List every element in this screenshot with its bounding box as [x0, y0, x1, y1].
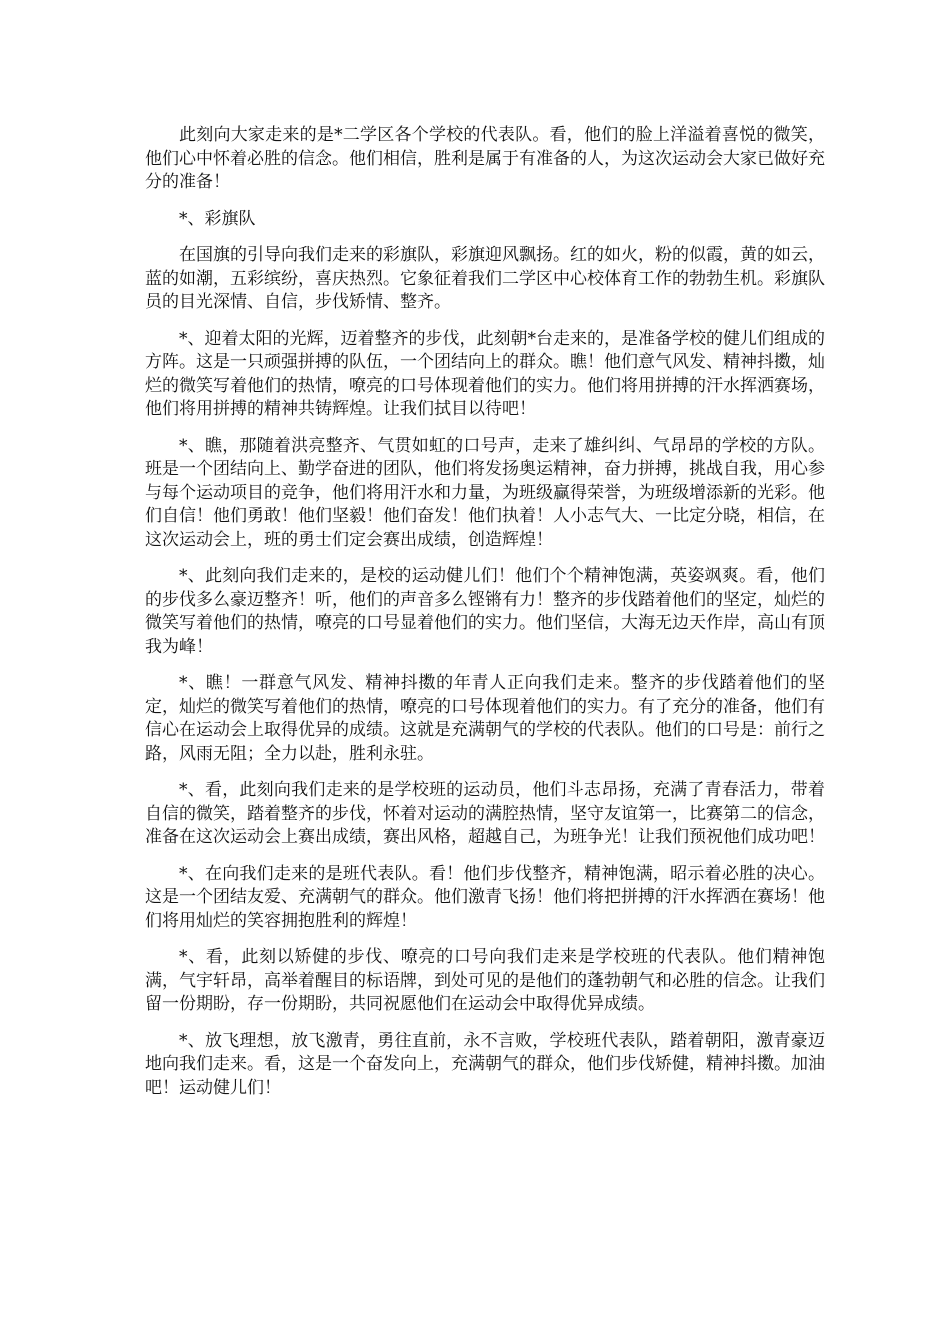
paragraph-team-8: *、放飞理想，放飞激青，勇往直前，永不言败，学校班代表队，踏着朝阳，激青豪迈地向我们走来。看，这是一个奋发向上，充满朝气的群众，他们步伐矫健，精神抖擞。加油吧！运动健儿们！ — [145, 1030, 825, 1098]
paragraph-team-6: *、在向我们走来的是班代表队。看！他们步伐整齐，精神饱满，昭示着必胜的决心。这是一个团结友爱、充满朝气的群众。他们激青飞扬！他们将把拼搏的汗水挥洒在赛场！他们将用灿烂的笑容拥抱胜利的辉煌！ — [145, 863, 825, 931]
document-body — [145, 124, 825, 1113]
paragraph-flag-team: 在国旗的引导向我们走来的彩旗队，彩旗迎风飘扬。红的如火，粉的似霞，黄的如云，蓝的如潮，五彩缤纷，喜庆热烈。它象征着我们二学区中心校体育工作的勃勃生机。彩旗队员的目光深情、自信，步伐矫情、整齐。 — [145, 245, 825, 312]
paragraph-team-5: *、看，此刻向我们走来的是学校班的运动员，他们斗志昂扬，充满了青春活力，带着自信的微笑，踏着整齐的步伐，怀着对运动的满腔热情，坚守友谊第一，比赛第二的信念，准备在这次运动会上赛出成绩，赛出风格，超越自己，为班争光！让我们预祝他们成功吧！ — [145, 780, 825, 847]
paragraph-intro: 此刻向大家走来的是*二学区各个学校的代表队。看，他们的脸上洋溢着喜悦的微笑，他们心中怀着必胜的信念。他们相信，胜利是属于有准备的人，为这次运动会大家已做好充分的准备！ — [145, 125, 825, 192]
paragraph-team-4: *、瞧！一群意气风发、精神抖擞的年青人正向我们走来。整齐的步伐踏着他们的坚定，灿烂的微笑写着他们的热情，嘹亮的口号体现着他们的实力。有了充分的准备，他们有信心在运动会上取得优异的成绩。这就是充满朝气的学校的代表队。他们的口号是：前行之路，风雨无阻；全力以赴，胜利永驻。 — [145, 673, 825, 764]
paragraph-team-1: *、迎着太阳的光辉，迈着整齐的步伐，此刻朝*台走来的，是准备学校的健儿们组成的方阵。这是一只顽强拼搏的队伍，一个团结向上的群众。瞧！他们意气风发、精神抖擞，灿烂的微笑写着他们的热情，嘹亮的口号体现着他们的实力。他们将用拼搏的汗水挥洒赛场，他们将用拼搏的精神共铸辉煌。让我们拭目以待吧！ — [145, 328, 825, 419]
paragraph-team-7: *、看，此刻以矫健的步伐、嘹亮的口号向我们走来是学校班的代表队。他们精神饱满，气宇轩昂，高举着醒目的标语牌，到处可见的是他们的蓬勃朝气和必胜的信念。让我们留一份期盼，存一份期盼，共同祝愿他们在运动会中取得优异成绩。 — [145, 947, 825, 1014]
paragraph-team-2: *、瞧，那随着洪亮整齐、气贯如虹的口号声，走来了雄纠纠、气昂昂的学校的方队。班是一个团结向上、勤学奋进的团队，他们将发扬奥运精神，奋力拼搏，挑战自我，用心参与每个运动项目的竞争，他们将用汗水和力量，为班级赢得荣誉，为班级增添新的光彩。他们自信！他们勇敢！他们坚毅！他们奋发！他们执着！人小志气大、一比定分晓，相信，在这次运动会上，班的勇士们定会赛出成绩，创造辉煌！ — [145, 435, 825, 550]
paragraph-team-3: *、此刻向我们走来的，是校的运动健儿们！他们个个精神饱满，英姿飒爽。看，他们的步伐多么豪迈整齐！听，他们的声音多么铿锵有力！整齐的步伐踏着他们的坚定，灿烂的微笑写着他们的热情，嘹亮的口号显着他们的实力。他们坚信，大海无边天作岸，高山有顶我为峰！ — [145, 566, 825, 657]
section-heading-flag-team: *、彩旗队 — [179, 208, 256, 229]
